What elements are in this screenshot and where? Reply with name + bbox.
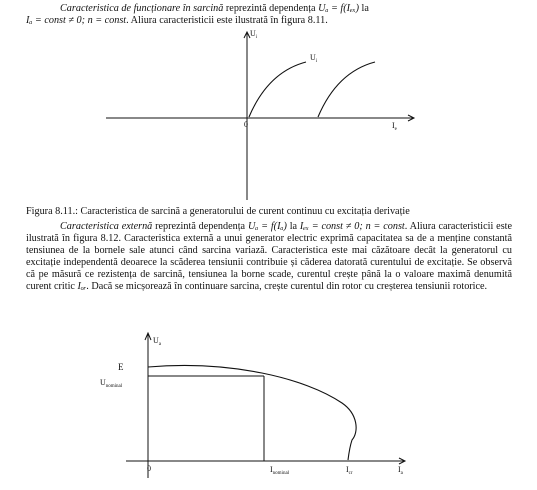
- fig2-external-curve: [148, 365, 356, 460]
- fig2-x-label: $I_a$: [398, 465, 403, 476]
- fig2-x-arrow: [399, 458, 405, 464]
- p2-conditions: Iₑₓ = const ≠ 0; n = const: [299, 221, 405, 232]
- fig1-curve-second: [318, 62, 375, 117]
- fig2-inominal-label: $I_{nominal}$: [270, 465, 290, 476]
- fig2-unominal-label: $U_{nominal}$: [100, 378, 123, 389]
- external-characteristic-paragraph: [26, 221, 512, 293]
- p2-body: . Aliura caracteristicii este ilustrată în figura 8.12. Caracteristica externă a unui generator electric exprimă capacitatea sa de a menține constantă tensiunea de la bornele sale atunci când sarcina variază. Caracteristica este mai căzătoare decât la generatorul cu excitație independentă deoarece la scăderea tensiunii contribuie și căderea datorată curentului de excitație. Se observă că pe măsură ce rezistența de sarcină, tensiunea la borne scade, curentul crește până la o valoare maximă denumită curent critic: [26, 221, 513, 292]
- p2-text1: reprezintă dependența: [152, 221, 248, 232]
- fig2-origin-label: 0: [147, 464, 151, 473]
- fig1-x-arrow: [408, 115, 414, 121]
- figure-caption: Figura 8.11.: Caracteristica de sarcină a generatorului de curent continuu cu excitația derivație: [26, 206, 410, 217]
- intro-conditions: Iₐ = const ≠ 0; n = const: [26, 15, 127, 26]
- fig1-y-arrow: [244, 32, 250, 38]
- fig2-y-label: $U_a$: [153, 336, 162, 347]
- fig2-e-label: E: [118, 362, 124, 372]
- fig2-icr-label: $I_{cr}$: [346, 465, 353, 476]
- external-term: Caracteristica externă: [60, 221, 153, 232]
- p2-text2: la: [286, 221, 300, 232]
- intro-term: Caracteristica de funcționare în sarcină: [60, 3, 224, 14]
- fig1-curve-label: $U_i$: [310, 53, 318, 64]
- p2-critical-symbol: Iₒᵣ: [77, 281, 87, 292]
- fig1-x-label: $I_e$: [392, 121, 397, 132]
- fig1-y-label: $U_i$: [250, 29, 258, 40]
- p2-formula: Uₐ = f(Iₐ): [247, 221, 287, 232]
- fig2-y-arrow: [145, 333, 151, 340]
- intro-text2: la: [359, 3, 369, 14]
- intro-formula: Uₐ = f(Iₑₓ): [318, 3, 359, 14]
- p2-body-end: . Dacă se micșorează în continuare sarcina, crește curentul din rotor cu creșterea tensiunii rotorice.: [86, 281, 488, 292]
- fig1-origin-label: 0: [244, 120, 248, 129]
- intro-paragraph: [26, 3, 512, 27]
- fig1-curve-rising: [249, 62, 306, 117]
- intro-text3: . Aliura caracteristicii este ilustrată în figura 8.11.: [126, 15, 328, 26]
- intro-text1: reprezintă dependența: [223, 3, 319, 14]
